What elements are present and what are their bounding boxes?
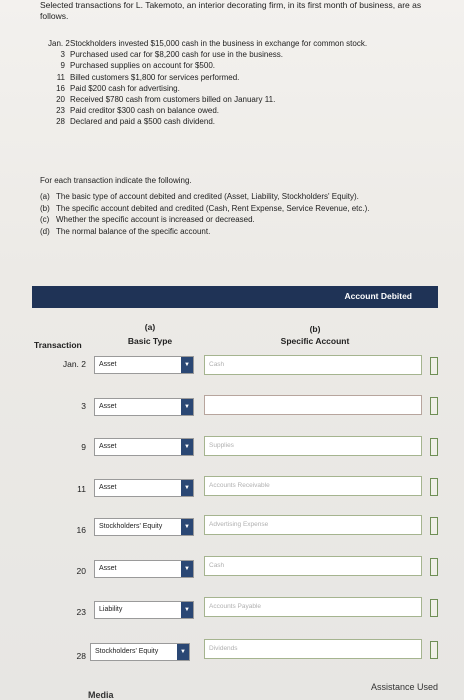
- row-label: 11: [77, 484, 86, 494]
- basic-type-select[interactable]: Asset ▼: [94, 398, 194, 416]
- list-item: 3 Purchased used car for $8,200 cash for use in the business.: [60, 50, 284, 60]
- side-button[interactable]: [430, 478, 438, 496]
- specific-account-input[interactable]: Accounts Payable: [204, 597, 422, 617]
- side-button[interactable]: [430, 641, 438, 659]
- specific-account-input[interactable]: Cash: [204, 556, 422, 576]
- specific-account-input[interactable]: [204, 395, 422, 415]
- account-debited-banner: [32, 286, 438, 308]
- col-a-title: Basic Type: [127, 336, 173, 346]
- list-item: 23 Paid creditor $300 cash on balance owed.: [56, 106, 219, 116]
- chevron-down-icon: ▼: [181, 602, 193, 618]
- col-b-letter: (b): [309, 324, 321, 334]
- instructions: [40, 176, 440, 237]
- chevron-down-icon: ▼: [181, 519, 193, 535]
- list-item: (c) Whether the specific account is increased or decreased.: [40, 215, 255, 224]
- side-button[interactable]: [430, 438, 438, 456]
- specific-account-input[interactable]: Cash: [204, 355, 422, 375]
- list-item: (a) The basic type of account debited and credited (Asset, Liability, Stockholders' Equity).: [40, 192, 359, 201]
- row-label: 3: [81, 401, 86, 411]
- basic-type-select[interactable]: Asset ▼: [94, 438, 194, 456]
- problem-intro: Selected transactions for L. Takemoto, an interior decorating firm, in its first month of business, are as follows.: [40, 0, 422, 21]
- chevron-down-icon: ▼: [181, 357, 193, 373]
- list-item: (b) The specific account debited and credited (Cash, Rent Expense, Service Revenue, etc.).: [40, 203, 370, 213]
- list-item: 28 Declared and paid a $500 cash dividend.: [56, 117, 215, 127]
- basic-type-select[interactable]: Liability ▼: [94, 601, 194, 619]
- side-button[interactable]: [430, 357, 438, 375]
- side-button[interactable]: [430, 397, 438, 415]
- col-a-letter: (a): [144, 322, 156, 332]
- basic-type-select[interactable]: Asset ▼: [94, 356, 194, 374]
- col-b-title: Specific Account: [280, 336, 350, 346]
- row-label: 20: [76, 566, 86, 576]
- side-button[interactable]: [430, 558, 438, 576]
- transaction-list: [48, 38, 428, 128]
- chevron-down-icon: ▼: [177, 644, 189, 660]
- side-button[interactable]: [430, 599, 438, 617]
- instructions-lead: For each transaction indicate the following.: [40, 176, 192, 185]
- list-item: 20 Received $780 cash from customers billed on January 11.: [56, 94, 276, 104]
- chevron-down-icon: ▼: [181, 480, 193, 496]
- specific-account-input[interactable]: Supplies: [204, 436, 422, 456]
- list-item: 11 Billed customers $1,800 for services performed.: [56, 72, 240, 82]
- list-item: (d) The normal balance of the specific account.: [40, 226, 211, 236]
- chevron-down-icon: ▼: [181, 399, 193, 415]
- row-label: Jan. 2: [62, 359, 86, 369]
- basic-type-select[interactable]: Stockholders' Equity ▼: [90, 643, 190, 661]
- specific-account-input[interactable]: Advertising Expense: [204, 515, 422, 535]
- side-button[interactable]: [430, 517, 438, 535]
- row-label: 16: [76, 525, 86, 535]
- row-label: 28: [76, 651, 86, 661]
- list-item: 9 Purchased supplies on account for $500.: [60, 61, 215, 71]
- assistance-used-label: Assistance Used: [370, 682, 438, 692]
- chevron-down-icon: ▼: [181, 439, 193, 455]
- list-item: Jan. 2 Stockholders invested $15,000 cash in the business in exchange for common stock.: [48, 39, 368, 48]
- basic-type-select[interactable]: Stockholders' Equity ▼: [94, 518, 194, 536]
- specific-account-input[interactable]: Dividends: [204, 639, 422, 659]
- banner-title: Account Debited: [344, 291, 412, 301]
- row-label: 23: [76, 607, 86, 617]
- basic-type-select[interactable]: Asset ▼: [94, 479, 194, 497]
- basic-type-select[interactable]: Asset ▼: [94, 560, 194, 578]
- chevron-down-icon: ▼: [181, 561, 193, 577]
- media-link[interactable]: Media: [88, 690, 114, 700]
- list-item: 16 Paid $200 cash for advertising.: [56, 83, 180, 93]
- row-label: 9: [81, 442, 86, 452]
- specific-account-input[interactable]: Accounts Receivable: [204, 476, 422, 496]
- col-transaction-header: Transaction: [34, 340, 82, 350]
